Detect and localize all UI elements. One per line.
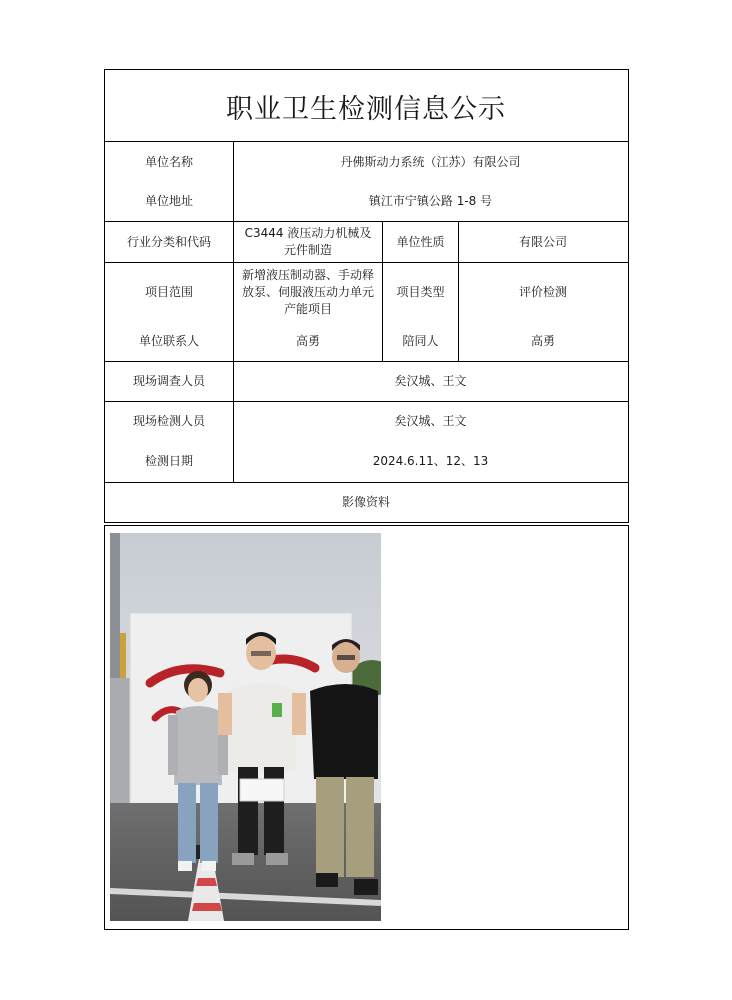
unit-name-label: 单位名称 [144,154,193,169]
contact-label: 单位联系人 [138,333,199,348]
page-title: 职业卫生检测信息公示 [226,93,506,125]
industry-value: C3444 液压动力机械及元件制造 [244,226,372,257]
row-divider [105,141,628,142]
unit-nature-label: 单位性质 [396,234,445,249]
survey-staff-value: 矣汉城、王文 [394,374,467,388]
survey-staff-label: 现场调查人员 [132,374,205,388]
test-date-label: 检测日期 [144,454,193,468]
unit-address-value: 镇江市宁镇公路 1-8 号 [368,193,493,208]
escort-value: 高勇 [530,333,555,348]
escort-label: 陪同人 [402,333,439,348]
unit-nature-value: 有限公司 [518,234,567,249]
industry-label: 行业分类和代码 [126,234,211,249]
photo-section-label: 影像资料 [341,494,390,509]
project-type-label: 项目类型 [396,284,445,299]
testing-staff-label: 现场检测人员 [132,414,205,428]
testing-staff-value: 矣汉城、王文 [394,414,467,428]
contact-value: 高勇 [295,333,320,348]
project-scope-value: 新增液压制动器、手动释放泵、伺服液压动力单元产能项目 [241,267,374,316]
unit-address-label: 单位地址 [144,193,193,208]
test-date-value: 2024.6.11、12、13 [372,454,489,468]
site-photo [110,533,381,921]
unit-name-value: 丹佛斯动力系统（江苏）有限公司 [340,154,521,169]
project-scope-label: 项目范围 [144,284,193,299]
project-type-value: 评价检测 [518,284,567,299]
